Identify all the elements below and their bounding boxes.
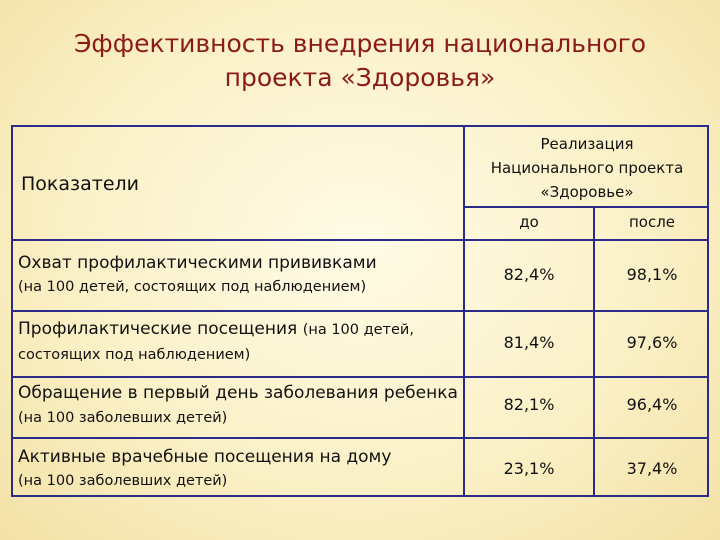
row-preventive-visits-before: 81,4% xyxy=(503,333,555,352)
header-implementation-line-3: «Здоровье» xyxy=(540,183,634,201)
row-vaccination-before: 82,4% xyxy=(503,265,555,284)
header-bottom-border xyxy=(13,239,709,241)
row-home-visits-before: 23,1% xyxy=(503,459,555,478)
header-implementation xyxy=(465,132,709,204)
row-preventive-visits-after: 97,6% xyxy=(626,333,678,352)
header-before: до xyxy=(519,213,539,231)
row-preventive-visits-title: Профилактические посещения xyxy=(18,319,298,339)
header-implementation-line-2: Национального проекта xyxy=(490,159,684,177)
row-home-visits-note: (на 100 заболевших детей) xyxy=(18,473,228,489)
row-first-day-before: 82,1% xyxy=(503,395,555,414)
row-vaccination-label xyxy=(18,251,464,299)
slide-title xyxy=(0,27,720,95)
header-implementation-line-1: Реализация xyxy=(540,135,634,153)
row-first-day-label xyxy=(18,381,464,430)
row-preventive-visits-label xyxy=(18,317,464,367)
row-home-visits-label xyxy=(18,445,464,493)
row-first-day-after: 96,4% xyxy=(626,395,678,414)
row-first-day-title: Обращение в первый день заболевания ребенка xyxy=(18,383,458,403)
row-home-visits-title: Активные врачебные посещения на дому xyxy=(18,447,392,467)
efficiency-table xyxy=(11,125,709,497)
slide-title-line-1: Эффективность внедрения национального xyxy=(73,29,647,58)
row-vaccination-title: Охват профилактическими прививками xyxy=(18,253,377,273)
row-first-day-note: (на 100 заболевших детей) xyxy=(18,410,228,426)
header-after: после xyxy=(628,213,676,231)
row-vaccination-note: (на 100 детей, состоящих под наблюдением) xyxy=(18,279,367,295)
slide-title-line-2: проекта «Здоровья» xyxy=(224,63,496,92)
header-divider-implementation xyxy=(463,206,709,208)
header-indicators: Показатели xyxy=(21,173,140,195)
row-divider-1 xyxy=(13,310,709,312)
row-preventive-visits-note: (на 100 детей, состоящих под наблюдением) xyxy=(18,322,414,363)
row-divider-2 xyxy=(13,376,709,378)
row-divider-3 xyxy=(13,437,709,439)
row-vaccination-after: 98,1% xyxy=(626,265,678,284)
row-home-visits-after: 37,4% xyxy=(626,459,678,478)
